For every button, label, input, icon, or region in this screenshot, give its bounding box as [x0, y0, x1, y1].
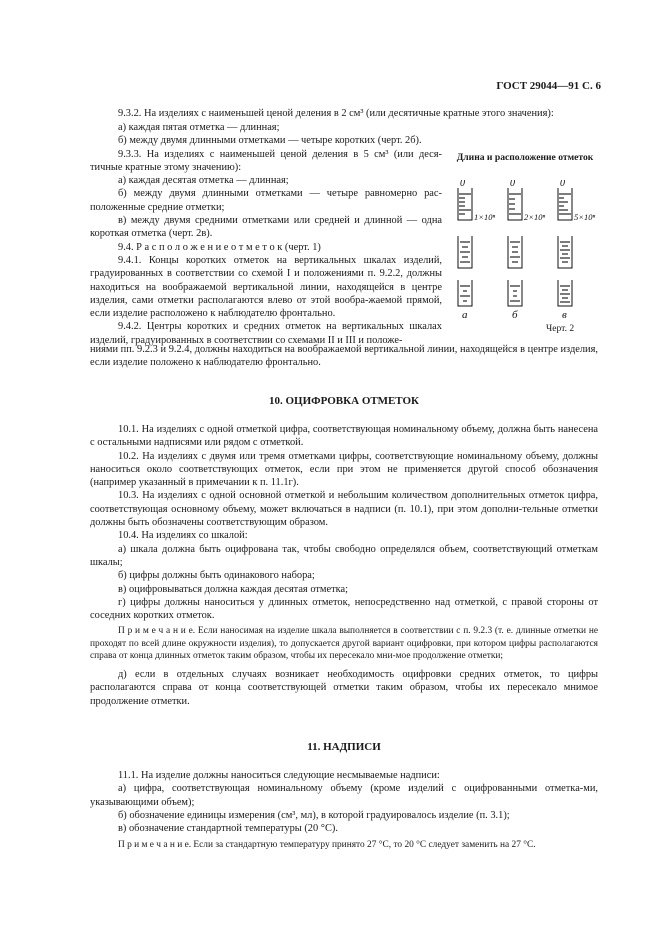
paragraph: 10.4. На изделиях со шкалой:	[118, 530, 248, 542]
scale-marks-diagram	[450, 180, 600, 320]
clause-9-3-2	[90, 107, 598, 120]
list-item: г) цифры должны наноситься у длинных отметок, непосредственно над отметкой, с правой стороны от соседних коротких отметок.	[90, 596, 598, 622]
note	[90, 839, 598, 851]
list-item: а) каждая пятая отметка — длинная;	[118, 122, 280, 133]
list-item: в) между двумя средними отметками или средней и длинной — одна короткая отметка (черт. 2в).	[90, 215, 442, 240]
paragraph: 11.1. На изделие должны наноситься следующие несмываемые надписи:	[118, 770, 440, 781]
figure-caption: Черт. 2	[546, 323, 575, 334]
list-item: а) шкала должна быть оцифрована так, чтобы свободно определялся объем, соответствующий отметкам шкалы;	[90, 543, 598, 568]
subheading: 9.4. Р а с п о л о ж е н и е о т м е т о к (черт. 1)	[118, 241, 321, 253]
paragraph: 9.3.2. На изделиях с наименьшей ценой деления в 2 см³ (или десятичные кратные этого значения):	[118, 108, 554, 119]
page-header: ГОСТ 29044—91 С. 6	[496, 80, 601, 92]
zero-label: 0	[510, 180, 515, 189]
scale-label: 2×10ⁿ	[524, 212, 546, 222]
clauses-9-3-to-9-4	[90, 121, 442, 347]
section-11-title: 11. НАДПИСИ	[307, 741, 381, 753]
column-label: б	[512, 309, 518, 320]
list-item: б) цифры должны быть одинакового набора;	[118, 570, 315, 582]
zero-label: 0	[560, 180, 565, 189]
section-11-body	[90, 769, 598, 852]
note-label: П р и м е ч а н и е.	[118, 840, 192, 851]
note-label: П р и м е ч а н и е.	[118, 626, 196, 637]
paragraph: 9.3.3. На изделиях с наименьшей ценой деления в 5 см³ (или деся-тичные кратные этому значению):	[90, 148, 442, 173]
paragraph: 10.1. На изделиях с одной отметкой цифра, соответствующая номинальному объему, должна быть нанесена с остальными надписями или рядом с отметкой.	[90, 424, 598, 449]
zero-label: 0	[460, 180, 465, 189]
list-item: б) между двумя длинными отметками — четыре равномерно рас-положенные средние отметки;	[90, 188, 442, 213]
list-item: б) между двумя длинными отметками — четыре коротких (черт. 2б).	[118, 135, 422, 147]
section-10-title: 10. ОЦИФРОВКА ОТМЕТОК	[268, 395, 420, 407]
list-item: в) оцифровываться должна каждая десятая отметка;	[118, 583, 349, 595]
figure-title: Длина и расположение отметок	[456, 152, 594, 163]
clause-9-4-2-cont	[90, 343, 598, 370]
paragraph: ниями пп. 9.2.3 и 9.2.4, должны находиться на воображаемой вертикальной линии, находящейся в центре изделия, если изделие положено к наблюдателю фронтально.	[90, 344, 598, 369]
list-item: б) обозначение единицы измерения (см³, мл), в которой градуировалось изделие (п. 3.1);	[118, 809, 510, 821]
paragraph: 10.3. На изделиях с одной основной отметкой и небольшим количеством дополнительных отметок цифра, соответствующая основному объему, может включаться в надписи (п. 10.1), при этом дополни-тельные отметки должны быть обозначены соответствующим образом.	[90, 490, 598, 529]
note-text: Если за стандартную температуру принято 27 °С, то 20 °С следует заменить на 27 °С.	[193, 840, 536, 851]
section-10-body	[90, 423, 598, 708]
list-item: в) обозначение стандартной температуры (20 °С).	[118, 823, 338, 835]
paragraph: 10.2. На изделиях с двумя или тремя отметками цифры, соответствующие номинальному объему, должны наноситься около соответствующих отметок, если при этом не применяется другой способ обозначения (например указанный в примечании к п. 11.1г).	[90, 450, 598, 489]
list-item: д) если в отдельных случаях возникает необходимость оцифровки средних отметок, то цифры располагаются справа от конца соответствующей отметки таким образом, чтобы их пересекало мнимое продолжение отметки.	[90, 669, 598, 707]
list-item: а) каждая десятая отметка — длинная;	[118, 175, 289, 187]
note	[90, 625, 598, 662]
scale-label: 5×10ⁿ	[574, 212, 596, 222]
column-label: в	[562, 309, 567, 320]
column-label: а	[462, 309, 468, 320]
figure-2	[450, 152, 600, 164]
paragraph: 9.4.2. Центры коротких и средних отметок на вертикальных шкалах изделий, градуированных в соответствии со схемами II и III и положе-	[90, 321, 442, 346]
paragraph: 9.4.1. Концы коротких отметок на вертикальных шкалах изделий, градуированных в соответствии со схемой I и положениями п. 9.2.2, должны находиться на воображаемой вертикальной линии, находящейся в центре изделия, сами отметки располагаются влево от этой вообра-жаемой прямой, если изделие расположено к наблюдателю фронтально.	[90, 254, 442, 320]
note-text: Если наносимая на изделие шкала выполняется в соответствии с п. 9.2.3 (т. е. длинные отметки не проходят по всей длине окружности изделия), то допускается другой вариант оцифровки, при котором цифры располагаются справа от конца длинных отметок таким образом, чтобы их пересекало мни-мое продолжение отметки;	[90, 626, 599, 661]
scale-label: 1×10ⁿ	[474, 212, 496, 222]
list-item: а) цифра, соответствующая номинальному объему (кроме изделий с оцифрованными отметка-ми, указывающими объем);	[90, 783, 598, 808]
